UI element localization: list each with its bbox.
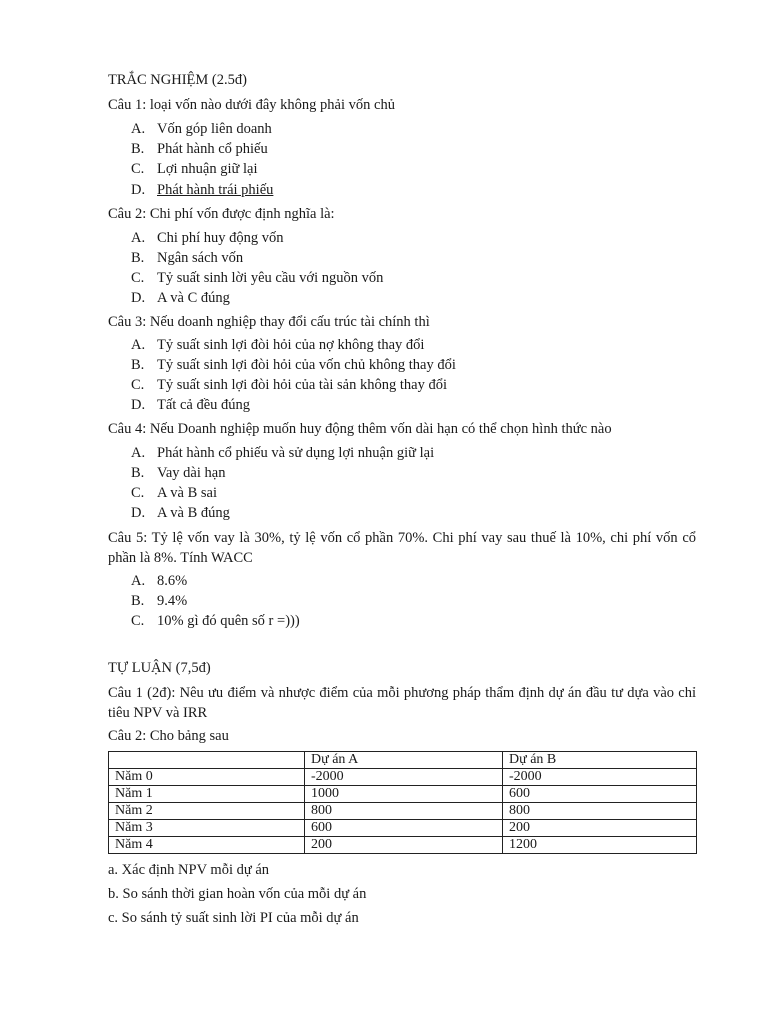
table-header-cell — [109, 752, 305, 769]
question-1-option-b — [131, 140, 268, 158]
table-cell: -2000 — [503, 769, 697, 786]
sub-question-c: c. So sánh tỷ suất sinh lời PI của mỗi dự án — [108, 910, 359, 926]
option-letter: A. — [131, 121, 146, 137]
question-1-option-a — [131, 120, 272, 138]
essay-question-2: Câu 2: Cho bảng sau — [108, 728, 229, 744]
question-5-option-c — [131, 612, 300, 630]
option-letter: A. — [131, 337, 146, 353]
question-3-option-c — [131, 376, 447, 394]
question-2-option-b — [131, 249, 243, 267]
question-2-option-c — [131, 269, 383, 287]
option-text: Ngân sách vốn — [157, 250, 244, 266]
essay-question-1: Câu 1 (2đ): Nêu ưu điểm và nhược điểm của mỗi phương pháp thẩm định dự án đầu tư dựa vào chỉ tiêu NPV và IRR — [108, 685, 696, 721]
option-text: Tỷ suất sinh lợi đòi hỏi của tài sản không thay đổi — [157, 377, 447, 393]
table-row — [109, 803, 697, 820]
table-cell: -2000 — [305, 769, 503, 786]
question-1-option-c — [131, 160, 258, 178]
question-3-option-d — [131, 396, 250, 414]
table-cell: 800 — [503, 803, 697, 820]
question-4-option-c — [131, 484, 217, 502]
option-letter: D. — [131, 505, 146, 521]
question-5-stem: Câu 5: Tỷ lệ vốn vay là 30%, tỷ lệ vốn cổ phần 70%. Chi phí vay sau thuế là 10%, chi phí vốn cổ phần là 8%. Tính WACC — [108, 530, 696, 566]
table-cell: 600 — [305, 820, 503, 837]
question-3-option-b — [131, 356, 456, 374]
question-5-option-b — [131, 592, 187, 610]
table-cell: 200 — [305, 837, 503, 854]
option-text: Phát hành cổ phiếu — [157, 141, 268, 157]
option-text: Phát hành cổ phiếu và sử dụng lợi nhuận giữ lại — [157, 445, 435, 461]
question-3-stem: Câu 3: Nếu doanh nghiệp thay đổi cấu trúc tài chính thì — [108, 314, 430, 330]
option-letter: B. — [131, 250, 145, 266]
option-text: A và C đúng — [157, 290, 230, 306]
question-4-option-b — [131, 464, 225, 482]
option-letter: C. — [131, 613, 145, 629]
table-cell: Năm 0 — [109, 769, 305, 786]
option-letter: D. — [131, 290, 146, 306]
option-text: Tất cả đều đúng — [157, 397, 251, 413]
table-row — [109, 820, 697, 837]
option-letter: B. — [131, 465, 145, 481]
question-1-stem: Câu 1: loại vốn nào dưới đây không phải vốn chủ — [108, 97, 395, 113]
table-row — [109, 837, 697, 854]
option-text: Lợi nhuận giữ lại — [157, 161, 258, 177]
table-row — [109, 769, 697, 786]
question-5-option-a — [131, 572, 187, 590]
option-text: Tỷ suất sinh lợi đòi hỏi của vốn chủ không thay đổi — [157, 357, 456, 373]
table-cell: 800 — [305, 803, 503, 820]
table-header-row — [109, 752, 697, 769]
option-text-underlined: Phát hành trái phiếu — [157, 182, 274, 198]
question-2-stem: Câu 2: Chi phí vốn được định nghĩa là: — [108, 206, 335, 222]
option-letter: A. — [131, 230, 146, 246]
sub-question-a: a. Xác định NPV mỗi dự án — [108, 862, 270, 878]
section-heading-essay: TỰ LUẬN (7,5đ) — [108, 660, 211, 676]
table-cell: 200 — [503, 820, 697, 837]
option-letter: D. — [131, 182, 146, 198]
option-letter: D. — [131, 397, 146, 413]
sub-question-b: b. So sánh thời gian hoàn vốn của mỗi dự án — [108, 886, 367, 902]
option-letter: C. — [131, 485, 145, 501]
option-text: Vay dài hạn — [157, 465, 226, 481]
option-text: Chi phí huy động vốn — [157, 230, 284, 246]
table-cell: Năm 4 — [109, 837, 305, 854]
option-text: Tỷ suất sinh lời yêu cầu với nguồn vốn — [157, 270, 384, 286]
question-4-option-a — [131, 444, 434, 462]
question-3-option-a — [131, 336, 424, 354]
table-cell: Năm 2 — [109, 803, 305, 820]
option-text: A và B sai — [157, 485, 218, 501]
option-letter: A. — [131, 573, 146, 589]
table-header-cell: Dự án A — [305, 752, 503, 769]
option-letter: B. — [131, 593, 145, 609]
question-2-option-a — [131, 229, 283, 247]
question-4-option-d — [131, 504, 230, 522]
table-row — [109, 786, 697, 803]
option-letter: B. — [131, 141, 145, 157]
option-text: 10% gì đó quên số r =))) — [157, 613, 300, 629]
option-letter: B. — [131, 357, 145, 373]
table-cell: Năm 3 — [109, 820, 305, 837]
option-letter: A. — [131, 445, 146, 461]
option-text: 8.6% — [157, 573, 188, 589]
table-cell: 600 — [503, 786, 697, 803]
table-cell: 1200 — [503, 837, 697, 854]
option-letter: C. — [131, 270, 145, 286]
option-letter: C. — [131, 377, 145, 393]
table-cell: 1000 — [305, 786, 503, 803]
option-text: Tỷ suất sinh lợi đòi hỏi của nợ không thay đổi — [157, 337, 425, 353]
option-letter: C. — [131, 161, 145, 177]
table-cell: Năm 1 — [109, 786, 305, 803]
question-2-option-d — [131, 289, 230, 307]
section-heading-multiple-choice: TRẮC NGHIỆM (2.5đ) — [108, 72, 247, 88]
question-4-stem: Câu 4: Nếu Doanh nghiệp muốn huy động thêm vốn dài hạn có thể chọn hình thức nào — [108, 421, 612, 437]
option-text: 9.4% — [157, 593, 188, 609]
option-text: A và B đúng — [157, 505, 230, 521]
table-header-cell: Dự án B — [503, 752, 697, 769]
question-1-option-d — [131, 181, 273, 199]
project-cashflow-table — [108, 751, 697, 854]
option-text: Vốn góp liên doanh — [157, 121, 272, 137]
